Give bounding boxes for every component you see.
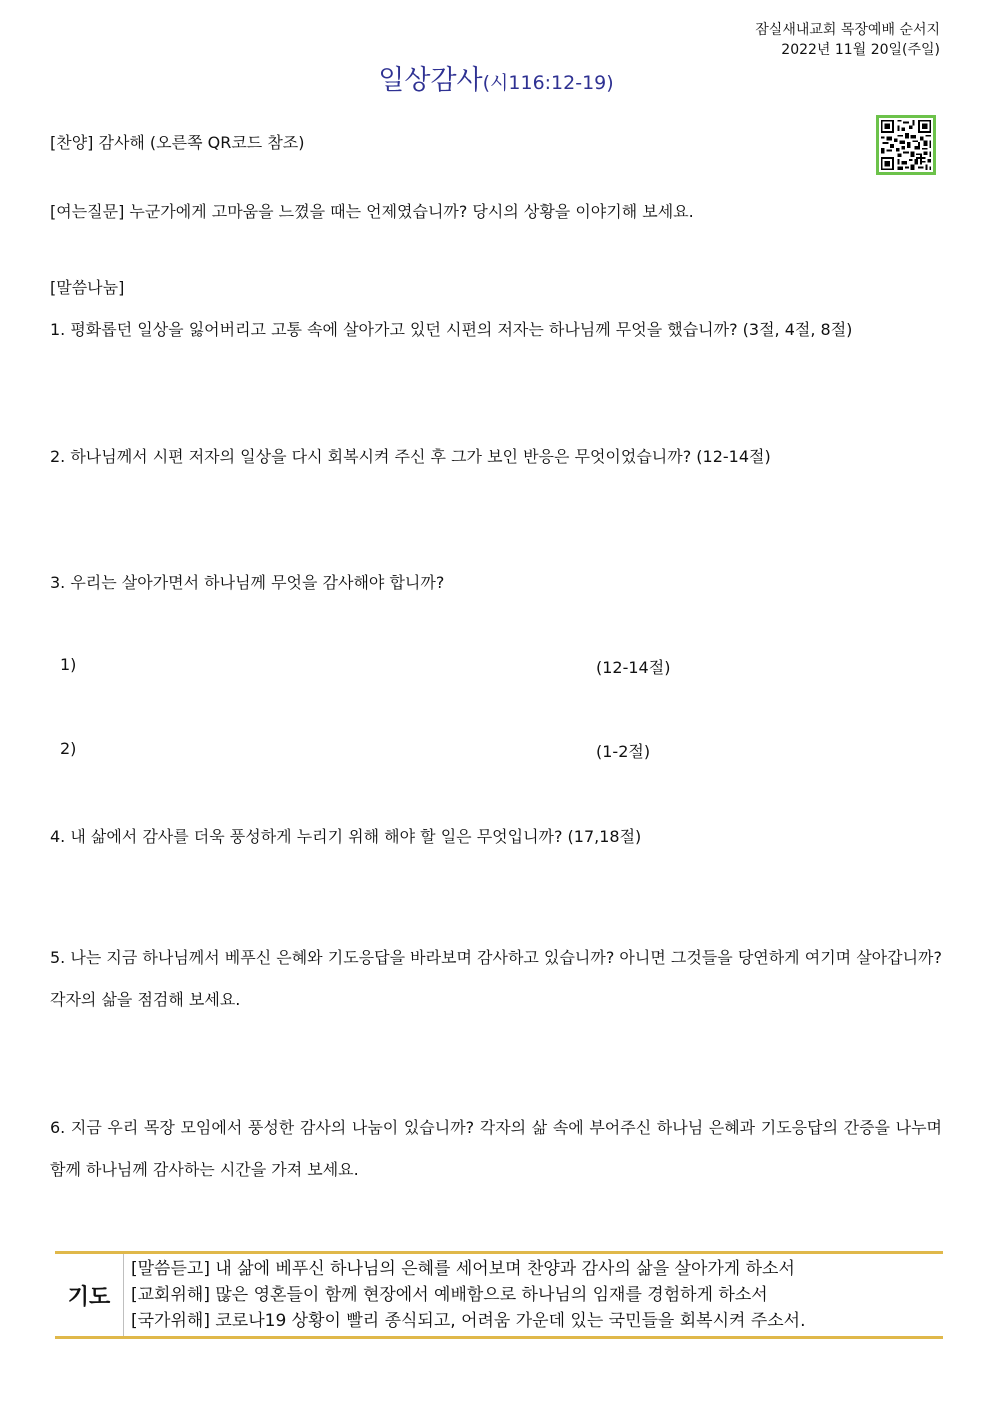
question-5: 5. 나는 지금 하나님께서 베푸신 은혜와 기도응답을 바라보며 감사하고 있습니까? 아니면 그것들을 당연하게 여기며 살아갑니까? 각자의 삶을 점검해 보세요. [50,948,942,1009]
prayer-box [55,1251,943,1339]
page-title [0,58,992,97]
prayer-line-word: [말씀듣고] 내 삶에 베푸신 하나님의 은혜를 세어보며 찬양과 감사의 삶을 살아가게 하소서 [131,1259,795,1279]
question-4: 4. 내 삶에서 감사를 더욱 풍성하게 누리기 위해 해야 할 일은 무엇입니까? (17,18절) [50,827,642,846]
title-scripture-ref: (시116:12-19) [482,72,614,94]
sub-item-2-number: 2) [60,739,77,758]
praise-line: [찬양] 감사해 (오른쪽 QR코드 참조) [50,133,305,152]
title-main: 일상감사 [378,65,483,96]
church-name: 잠실새내교회 목장예배 순서지 [755,22,940,38]
document-header [755,20,940,60]
question-3: 3. 우리는 살아가면서 하나님께 무엇을 감사해야 합니까? [50,573,445,592]
qr-code-icon [879,118,933,172]
sub-item-1-ref: (12-14절) [596,658,671,677]
qr-code[interactable] [876,115,936,175]
prayer-label: 기도 [55,1254,124,1336]
sub-item-2-ref: (1-2절) [596,742,651,761]
sub-item-1-number: 1) [60,655,77,674]
service-date: 2022년 11월 20일(주일) [781,42,940,58]
question-2: 2. 하나님께서 시편 저자의 일상을 다시 회복시켜 주신 후 그가 보인 반응은 무엇이었습니까? (12-14절) [50,447,771,466]
question-1: 1. 평화롭던 일상을 잃어버리고 고통 속에 살아가고 있던 시편의 저자는 하나님께 무엇을 했습니까? (3절, 4절, 8절) [50,320,853,339]
sharing-label: [말씀나눔] [50,278,125,297]
opening-question: [여는질문] 누군가에게 고마움을 느꼈을 때는 언제였습니까? 당시의 상황을 이야기해 보세요. [50,202,694,221]
question-6: 6. 지금 우리 목장 모임에서 풍성한 감사의 나눔이 있습니까? 각자의 삶 속에 부어주신 하나님 은혜과 기도응답의 간증을 나누며 함께 하나님께 감사하는 시간을 가져 보세요. [50,1118,942,1179]
prayer-line-nation: [국가위해] 코로나19 상황이 빨리 종식되고, 어려움 가운데 있는 국민들을 회복시켜 주소서. [131,1311,806,1331]
prayer-line-church: [교회위해] 많은 영혼들이 함께 현장에서 예배함으로 하나님의 임재를 경험하게 하소서 [131,1285,768,1305]
prayer-lines [131,1256,806,1334]
